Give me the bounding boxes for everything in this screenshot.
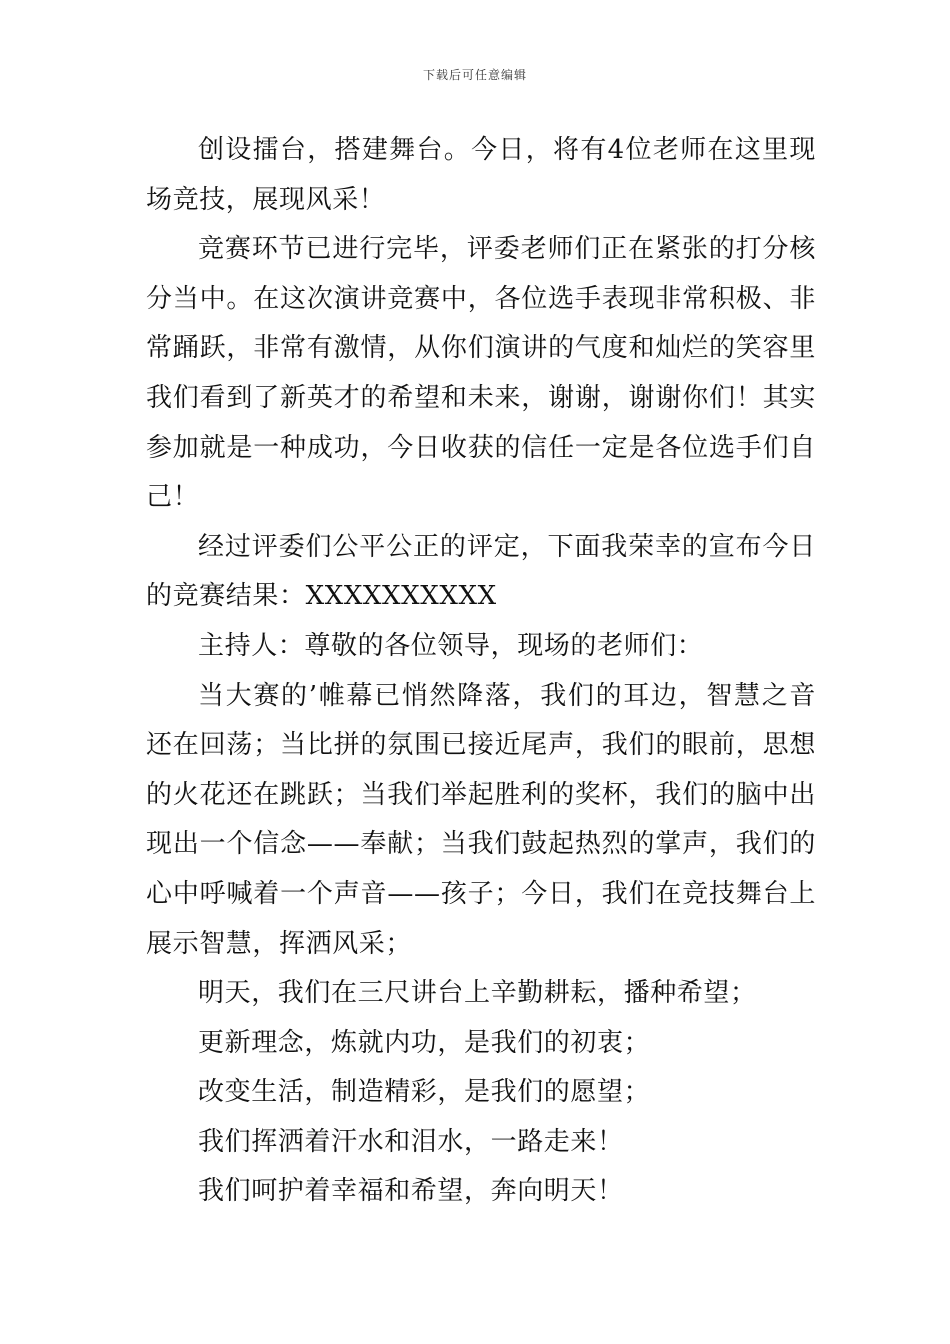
paragraph: 改变生活，制造精彩，是我们的愿望；	[198, 1077, 651, 1108]
paragraph: 明天，我们在三尺讲台上辛勤耕耘，播种希望；	[198, 978, 757, 1009]
paragraph: 我们呵护着幸福和希望，奔向明天！	[198, 1176, 624, 1207]
paragraph: 经过评委们公平公正的评定，下面我荣幸的宣布今日的竞赛结果：XXXXXXXXXX	[146, 531, 816, 612]
paragraph: 竞赛环节已进行完毕，评委老师们正在紧张的打分核分当中。在这次演讲竞赛中，各位选手表现非常积极、非常踊跃，非常有激情，从你们演讲的气度和灿烂的笑容里我们看到了新英才的希望和未来，谢谢，谢谢你们！其实参加就是一种成功，今日收获的信任一定是各位选手们自己！	[146, 234, 816, 513]
document-body	[146, 126, 816, 1217]
paragraph: 创设擂台，搭建舞台。今日，将有4位老师在这里现场竞技，展现风采！	[146, 135, 816, 215]
paragraph: 我们挥洒着汗水和泪水，一路走来！	[198, 1126, 624, 1157]
paragraph: 当大赛的’帷幕已悄然降落，我们的耳边，智慧之音还在回荡；当比拼的氛围已接近尾声，我们的眼前，思想的火花还在跳跃；当我们举起胜利的奖杯，我们的脑中出现出一个信念——奉献；当我们鼓起热烈的掌声，我们的心中呼喊着一个声音——孩子；今日，我们在竞技舞台上展示智慧，挥洒风采；	[146, 680, 816, 959]
header-note: 下载后可任意编辑	[422, 68, 527, 82]
paragraph: 主持人：尊敬的各位领导，现场的老师们：	[198, 630, 704, 661]
paragraph: 更新理念，炼就内功，是我们的初衷；	[198, 1027, 651, 1058]
